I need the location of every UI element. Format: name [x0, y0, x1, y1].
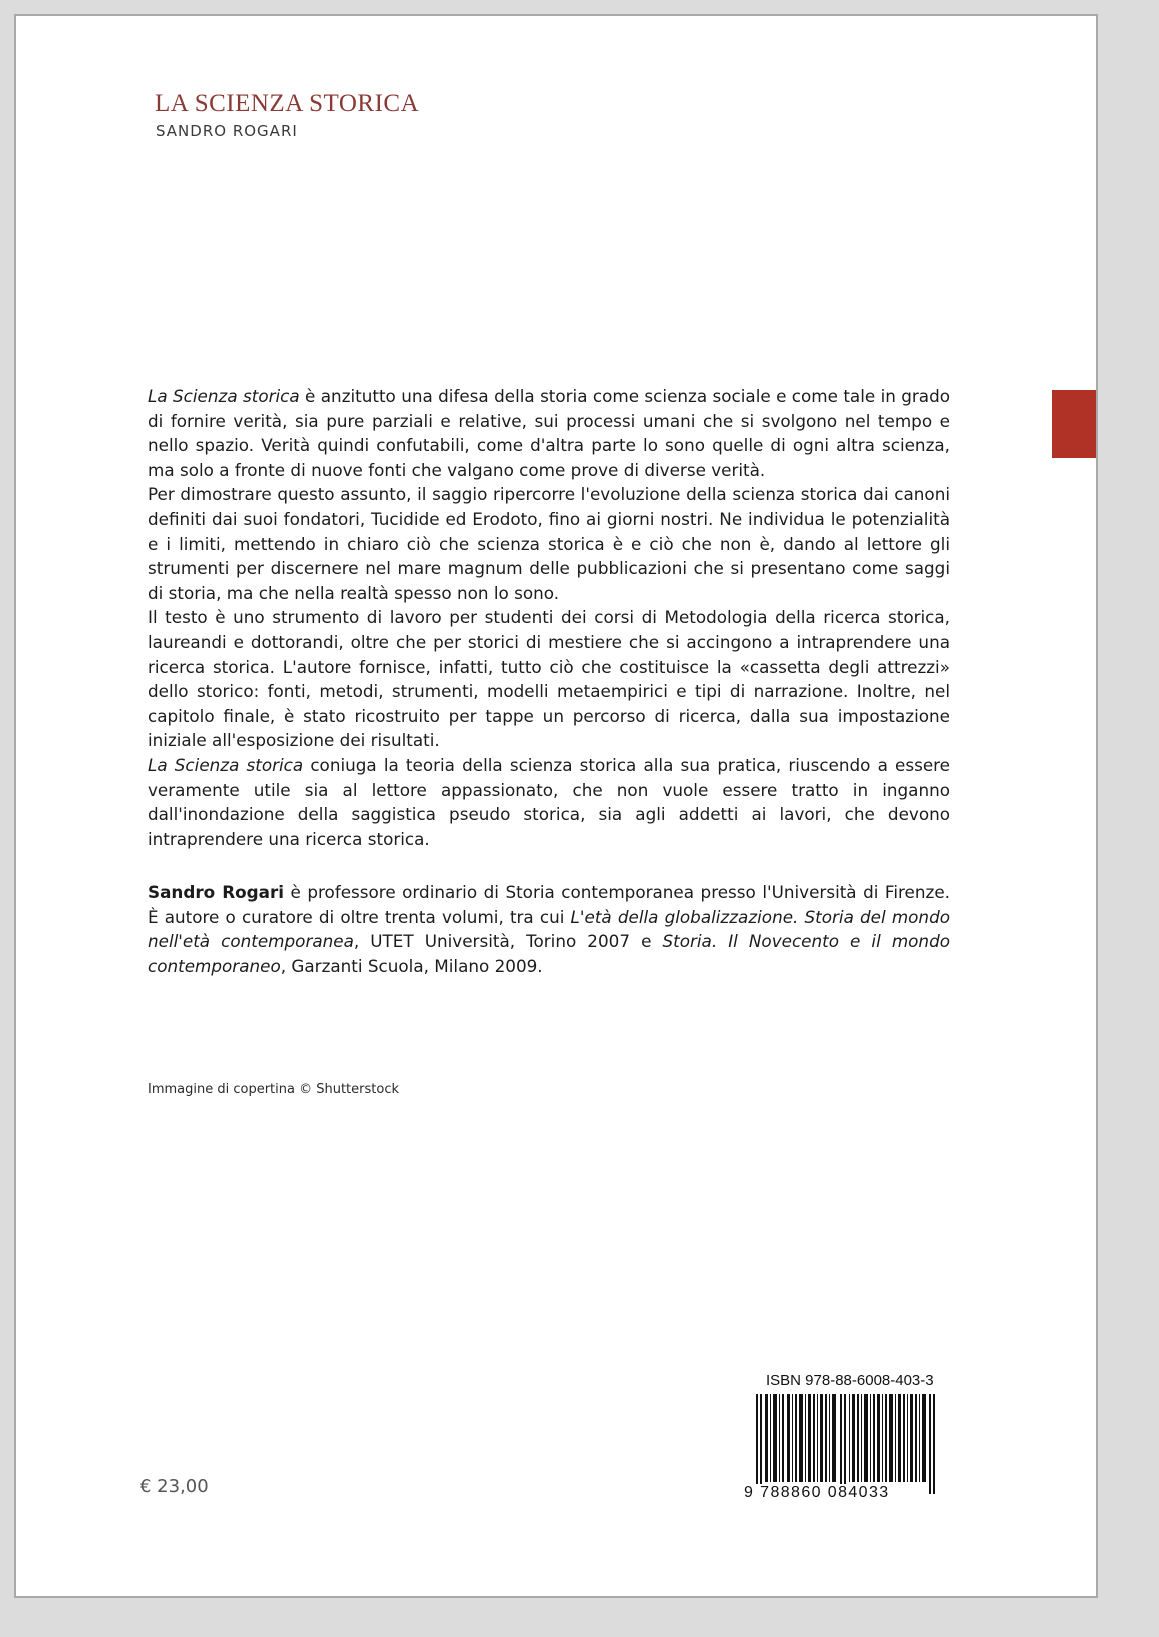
isbn-barcode-block — [738, 1372, 950, 1512]
blurb-paragraph-3: Il testo è uno strumento di lavoro per studenti dei corsi di Metodologia della ricerca storica, laureandi e dottorandi, oltre che per storici di mestiere che si accingono a intraprendere una ricerca storica. L'autore fornisce, infatti, tutto ciò che costituisce la «cassetta degli attrezzi» dello storico: fonti, metodi, strumenti, modelli metaempirici e tipi di narrazione. Inoltre, nel capitolo finale, è stato ricostruito per tappe un percorso di ricerca, dalla sua impostazione iniziale all'esposizione dei risultati. — [148, 607, 950, 751]
author-bio — [148, 880, 950, 978]
barcode-digits: 9 788860 084033 — [744, 1484, 890, 1501]
author-bio-text: , Garzanti Scuola, Milano 2009. — [280, 956, 543, 977]
book-author: SANDRO ROGARI — [156, 122, 298, 140]
blurb-title-italic: La Scienza storica — [148, 754, 304, 775]
author-bio-text: è professore ordinario di Storia contemporanea presso l'Università di Firenze. È autore o curatore di oltre trenta volumi, tra cui — [148, 882, 950, 927]
author-bio-book-title: L'età della globalizzazione. Storia del mondo nell'età contemporanea — [148, 906, 950, 952]
blurb-paragraph-1 — [148, 384, 950, 482]
image-credit: Immagine di copertina © Shutterstock — [148, 1082, 399, 1097]
isbn-label: ISBN 978-88-6008-403-3 — [766, 1372, 934, 1389]
blurb-paragraph-4-text: coniuga la teoria della scienza storica alla sua pratica, riuscendo a essere veramente utile sia al lettore appassionato, che non vuole essere tratto in inganno dall'inondazione della saggistica pseudo storica, sia agli addetti ai lavori, che devono intraprendere una ricerca storica. — [148, 754, 950, 849]
author-bio-name: Sandro Rogari — [148, 882, 285, 903]
blurb-text — [148, 384, 950, 979]
accent-tab — [1052, 390, 1096, 458]
barcode-icon — [756, 1394, 936, 1494]
blurb-paragraph-1-text: è anzitutto una difesa della storia come scienza sociale e come tale in grado di fornire verità, sia pure parziali e relative, sui processi umani che si svolgono nel tempo e nello spazio. Verità quindi confutabili, come d'altra parte lo sono quelle di ogni altra scienza, ma solo a fronte di nuove fonti che valgano come prove di diverse verità. — [148, 386, 951, 480]
price-label: € 23,00 — [140, 1476, 209, 1497]
blurb-paragraph-4 — [148, 753, 950, 851]
author-bio-book-title: Storia. Il Novecento e il mondo contemporaneo — [148, 931, 950, 977]
blurb-title-italic: La Scienza storica — [148, 386, 300, 406]
book-title: LA SCIENZA STORICA — [155, 90, 420, 117]
author-bio-text: , UTET Università, Torino 2007 e — [353, 931, 663, 952]
blurb-paragraph-2: Per dimostrare questo assunto, il saggio ripercorre l'evoluzione della scienza storica dai canoni definiti dai suoi fondatori, Tucidide ed Erodoto, fino ai giorni nostri. Ne individua le potenzialità e i limiti, mettendo in chiaro ciò che scienza storica è e ciò che non è, dando al lettore gli strumenti per discernere nel mare magnum delle pubblicazioni che si presentano come saggi di storia, ma che nella realtà spesso non lo sono. — [148, 484, 950, 603]
